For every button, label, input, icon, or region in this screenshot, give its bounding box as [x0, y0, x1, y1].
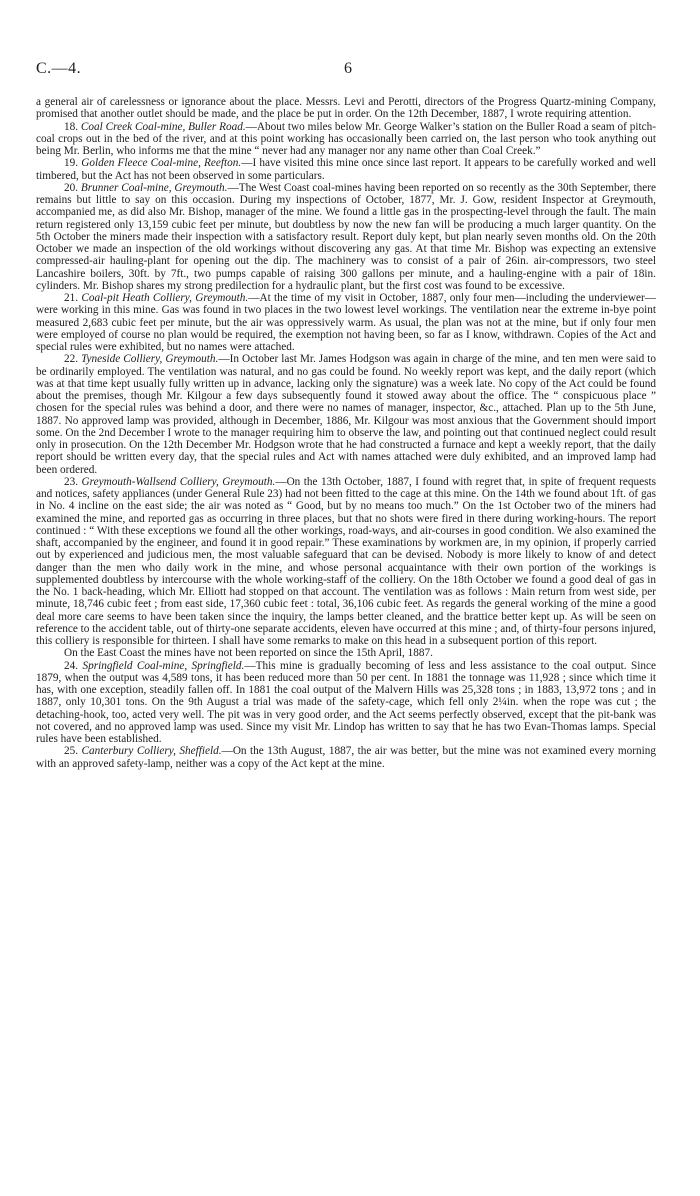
paragraph-20 [36, 182, 656, 292]
paragraph-number: 25. [64, 745, 79, 758]
paragraph-number: 19. [64, 157, 79, 170]
paragraph-text: —In October last Mr. James Hodgson was again in charge of the mine, and ten men were said to be ordinarily employed. The ventilation was natural, and no gas could be found. No weekly report was kept, and the daily report (which was at that time kept usually fully written up in advance, lacking only the signature) was a week late. No copy of the Act could be found about the premises, though Mr. Kilgour a few days subsequently found it stowed away about the office. The “ conspicuous place ” chosen for the special rules was behind a door, and there were no names of manager, inspector, &c., attached. Plan up to the 5th June, 1887. No approved lamp was provided, although in December, 1886, Mr. Kilgour was most anxious that the Government should import some. On the 2nd December I wrote to the manager requiring him to observe the law, and pointing out that continued neglect could result only in prosecution. On the 12th December Mr. Hodgson wrote that he had constructed a furnace and kept a weekly report, that the daily report should be written every day, that the special rules and Act with names attached were duly exhibited, and an improved lamp had been ordered. [36, 353, 656, 476]
page-reference: C.—4. [36, 60, 82, 77]
paragraph-22 [36, 353, 656, 476]
paragraph-heading: Coal-pit Heath Colliery, Greymouth. [81, 292, 249, 304]
paragraph-number: 24. [64, 659, 79, 672]
paragraph-heading: Greymouth-Wallsend Colliery, Greymouth. [81, 475, 276, 488]
paragraph-text: —On the 13th October, 1887, I found with regret that, in spite of frequent requests and notices, safety appliances (under General Rule 23) had not been fitted to the cage at this mine. On the 14th we found about 1ft. of gas in No. 4 incline on the east side; the air was noted as “ Good, but by no means too much.” On the 1st October two of the miners had examined the mine, and reported gas as occurring in three places, but that no shots were fired in there during working-hours. The report continued : “ With these exceptions we found all the other workings, road-ways, and air-courses in good condition. We also examined the shaft, accompanied by the engineer, and found it in good repair.” These examinations by workmen are, in my opinion, if properly carried out by experienced and judicious men, the most valuable safeguard that can be devised. Nobody is more likely to know of and detect danger than the men who daily work in the mine, and whose personal acquaintance with their own portion of the workings is supplemented doubtless by intercourse with the whole working-staff of the colliery. On the 18th October we found a good deal of gas in the No. 1 back-heading, which Mr. Elliott had stopped on that account. The ventilation was as follows : Main return from west side, per minute, 18,746 cubic feet ; from east side, 17,360 cubic feet : total, 36,106 cubic feet. As regards the general working of the mine a good deal more care seems to have been taken since the inquiry, the lamps better cleaned, and the brattice better kept up. As will be seen on reference to the accident table, out of thirty-one separate accidents, eleven have occurred at this mine ; and, of thirty-four persons injured, this colliery is responsible for thirteen. I shall have some remarks to make on this head in a subsequent portion of this report. [36, 475, 657, 647]
paragraph-text: —At the time of my visit in October, 1887, only four men—including the underviewer—were working in this mine. Gas was found in two places in the two lowest level workings. The ventilation near the extreme in-bye point measured 2,683 cubic feet per minute, but the air was oppressively warm. As usual, the plan was not at the mine, but if only four men were employed of course no plan would be required, the exemption not having been, so far as I know, withdrawn. Copies of the Act and special rules were exhibited, but no names were attached. [36, 292, 656, 353]
paragraph-east-coast [36, 647, 656, 659]
page-number: 6 [344, 60, 352, 77]
page-header [36, 60, 656, 96]
paragraph-19 [36, 157, 656, 182]
paragraph-number: 20. [64, 181, 79, 194]
paragraph-text: —About two miles below Mr. George Walker’s station on the Buller Road a seam of pitch-coal crops out in the bed of the river, and at this point working has occasionally been carried on, the last person who took anything out being Mr. Berlin, who informs me that the mine “ never had any manager nor any name other than Coal Creek.” [36, 120, 656, 157]
paragraph-24 [36, 660, 656, 746]
paragraph-23 [36, 476, 656, 648]
paragraph-continuation [36, 96, 656, 121]
paragraph-text: —This mine is gradually becoming of less and less assistance to the coal output. Since 1879, when the output was 4,589 tons, it has been reduced more than 50 per cent. In 1881 the tonnage was 11,928 ; since which time it has, with one exception, steadily fallen off. In 1881 the coal output of the Malvern Hills was 25,328 tons ; in 1883, 13,972 tons ; and in 1887, only 10,301 tons. On the 9th August a trial was made of the safety-cage, which fell only 2¼in. when the rope was cut ; the detaching-hook, too, acted very well. The pit was in very good order, and the Act seems perfectly observed, except that the pit-bank was not covered, and no approved lamp was used. Since my visit Mr. Lindop has written to say that he has two Evan-Thomas lamps. Special rules have been established. [36, 659, 656, 745]
paragraph-text: On the East Coast the mines have not been reported on since the 15th April, 1887. [64, 647, 433, 660]
paragraph-heading: Brunner Coal-mine, Greymouth. [80, 181, 228, 194]
paragraph-heading: Coal Creek Coal-mine, Buller Road. [80, 120, 246, 133]
paragraph-text: —The West Coast coal-mines having been reported on so recently as the 30th September, there remains but little to say on this occasion. During my inspections of October, 1877, Mr. J. Gow, resident Inspector at Greymouth, accompanied me, as did also Mr. Bishop, manager of the mine. We found a little gas in the prospecting-level through the fault. The main return registered only 13,159 cubic feet per minute, but doubtless by now the new fan will be producing a much larger quantity. On the 5th October the miners made their inspection with a satisfactory result. Report duly kept, but plan nearly seven months old. On the 20th October we made an inspection of the old workings without discovering any gas. At that time Mr. Bishop was expecting an extensive compressed-air hauling-plant for opening out the dip. The machinery was to consist of a pair of 26in. air-compressors, two steel Lancashire boilers, 30ft. by 7ft., two pumps capable of raising 300 gallons per minute, and a hauling-engine with a pair of 18in. cylinders. Mr. Bishop shares my strong predilection for a hydraulic plant, but the first cost was found to be excessive. [36, 181, 657, 292]
paragraph-21 [36, 292, 656, 353]
paragraph-heading: Golden Fleece Coal-mine, Reefton. [81, 157, 242, 170]
body-text [36, 96, 656, 770]
paragraph-number: 22. [64, 353, 79, 366]
paragraph-heading: Tyneside Colliery, Greymouth. [81, 353, 219, 366]
paragraph-text: —I have visited this mine once since last report. It appears to be carefully worked and well timbered, but the Act has not been observed in some particulars. [36, 157, 656, 182]
paragraph-number: 18. [64, 120, 79, 133]
paragraph-text: a general air of carelessness or ignorance about the place. Messrs. Levi and Perotti, directors of the Progress Quartz-mining Company, promised that another outlet should be made, and the place be put in order. On the 12th December, 1887, I wrote requiring attention. [36, 96, 656, 121]
paragraph-18 [36, 121, 656, 158]
paragraph-25 [36, 745, 656, 770]
paragraph-heading: Canterbury Colliery, Sheffield. [81, 745, 222, 758]
paragraph-heading: Springfield Coal-mine, Springfield. [82, 659, 245, 672]
paragraph-text: —On the 13th August, 1887, the air was better, but the mine was not examined every morning with an approved safety-lamp, neither was a copy of the Act kept at the mine. [36, 745, 657, 770]
paragraph-number: 21. [64, 292, 79, 304]
paragraph-number: 23. [64, 475, 79, 488]
